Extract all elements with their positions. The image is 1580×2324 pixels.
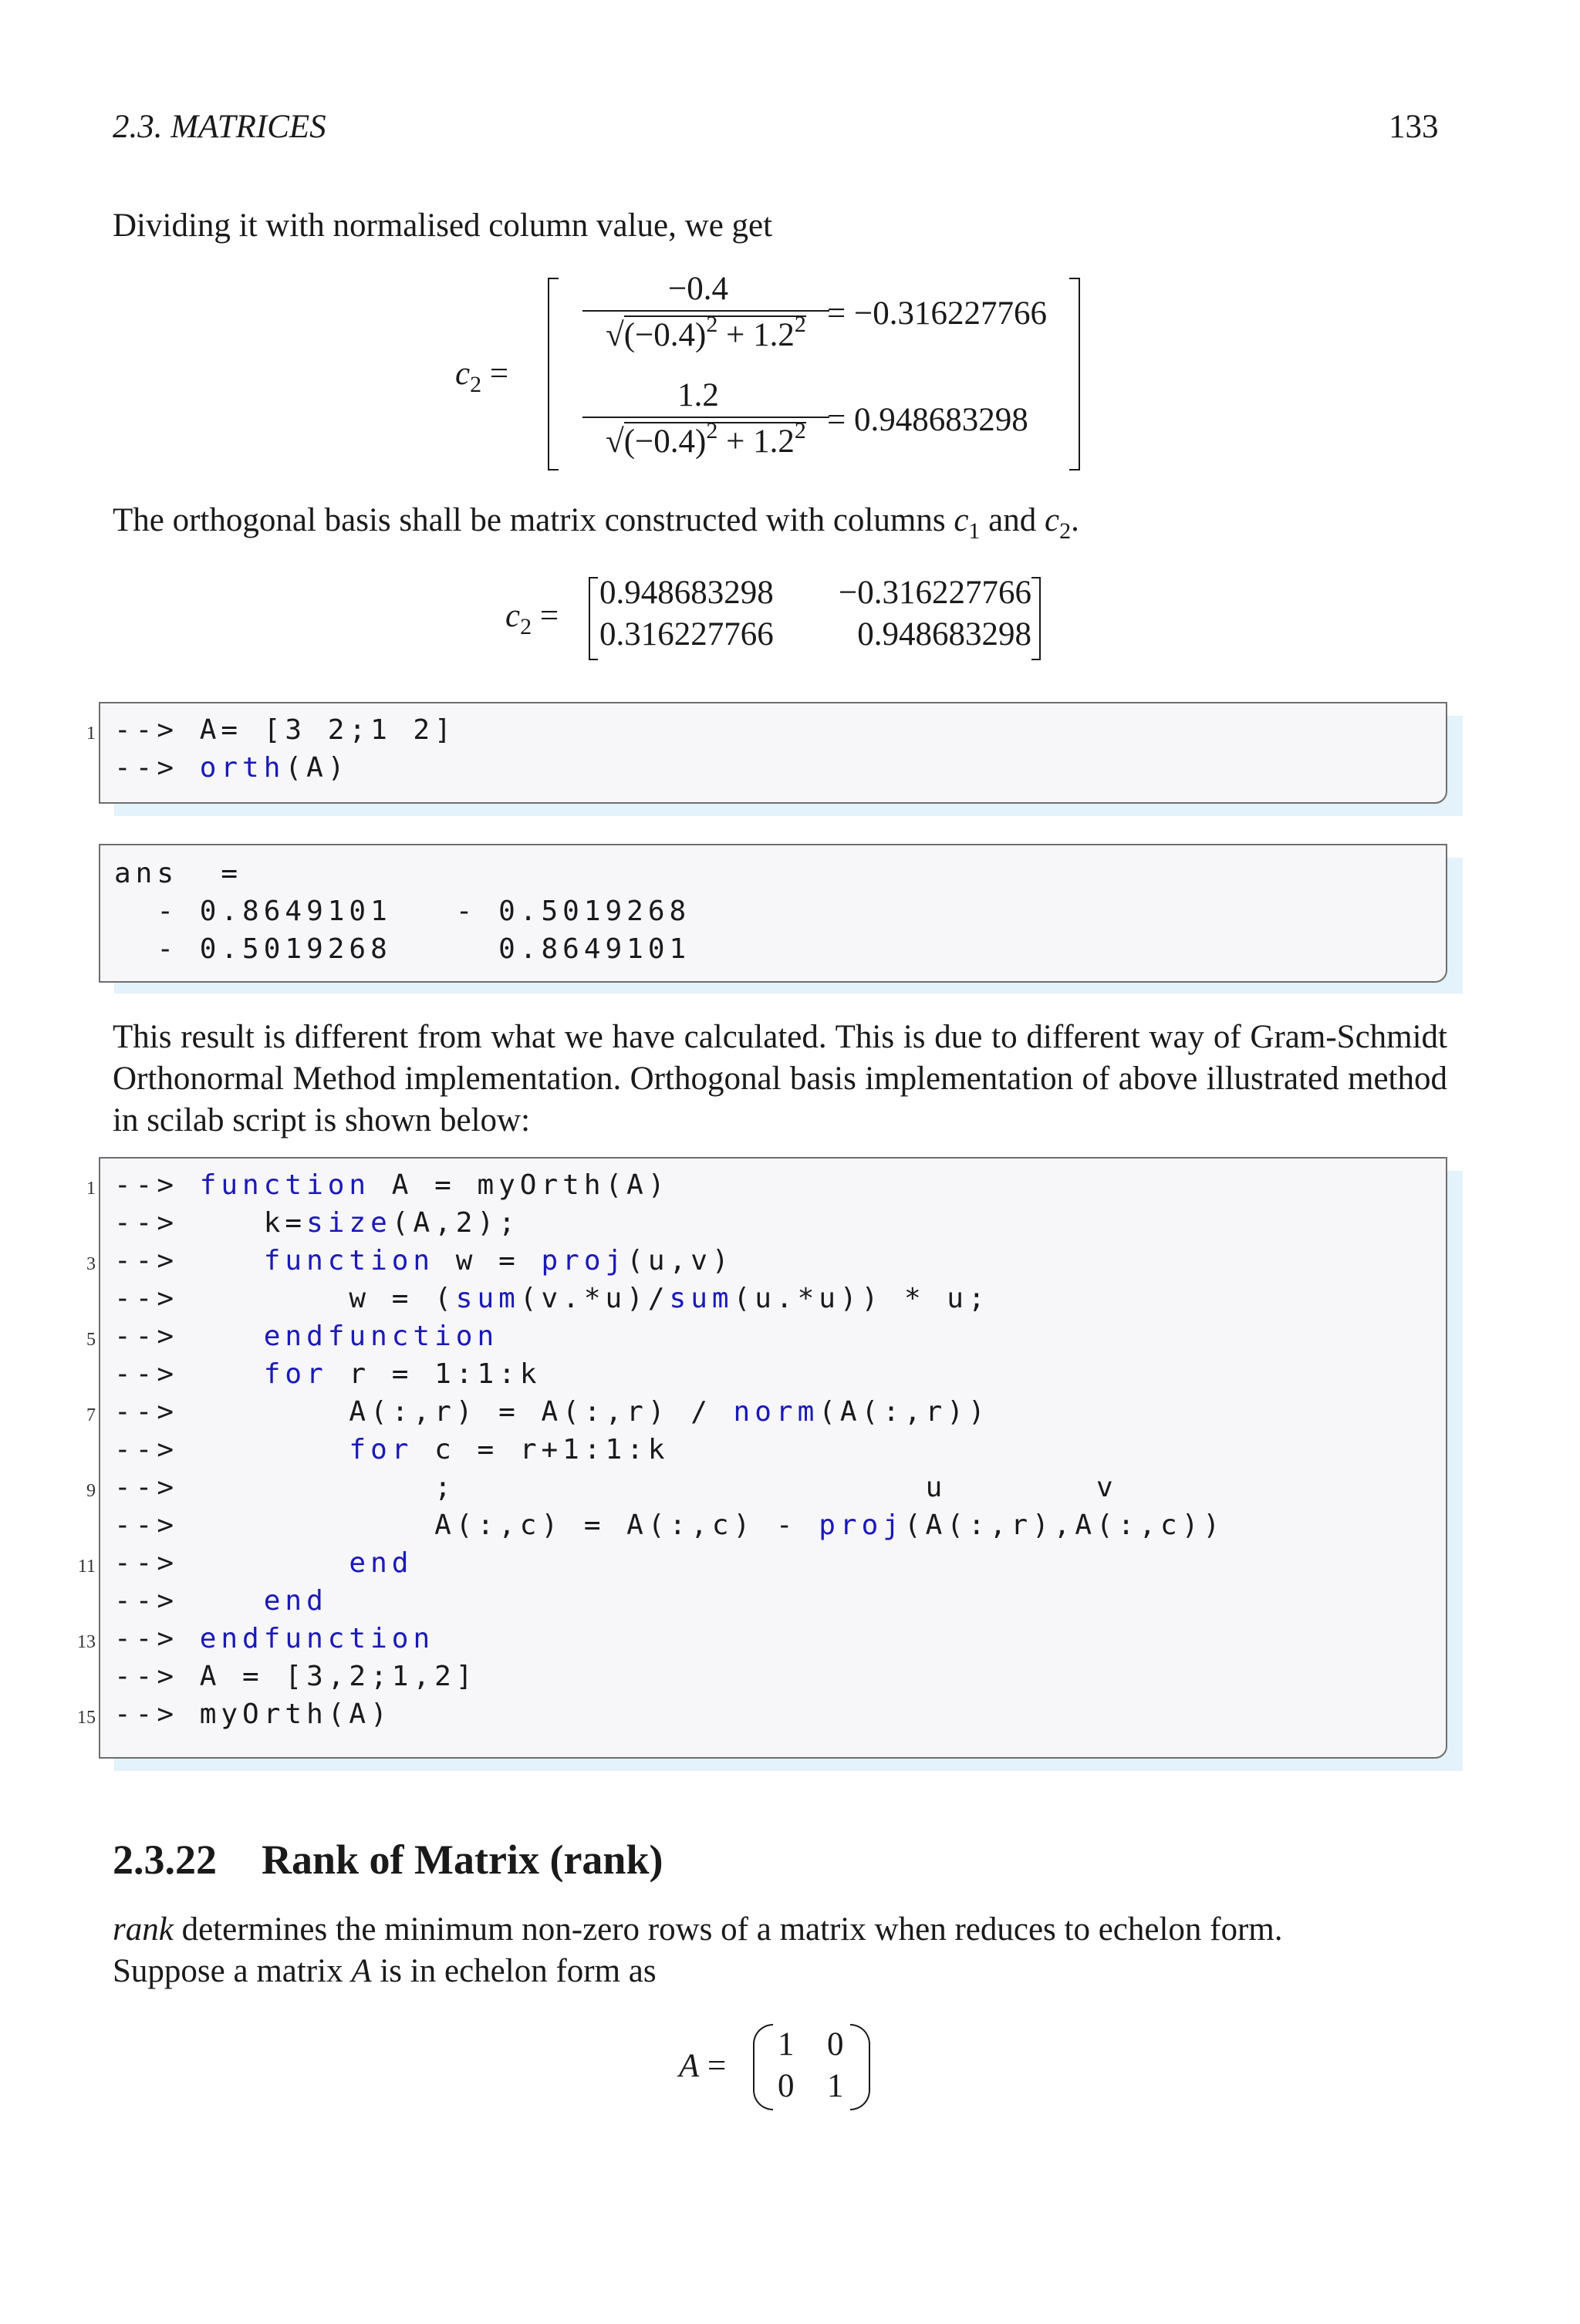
output-line-2: - 0.8649101 - 0.5019268	[114, 896, 691, 927]
eq1-right-bracket	[1069, 278, 1080, 471]
code2-line-2: --> k=size(A,2);	[114, 1207, 520, 1239]
eq1-left-bracket	[548, 278, 559, 471]
explanation-paragraph: This result is different from what we have calculated. This is due to different way of Gram-Schmidt Orthonormal Method implementation. Orthogonal basis implementation of above illustrated method in scilab script is shown below:	[113, 1019, 1447, 1138]
code2-line-13: --> endfunction	[114, 1623, 435, 1654]
code-box-1	[99, 702, 1447, 804]
eq3-m11: 1	[778, 2026, 795, 2063]
code2-line-1: --> function A = myOrth(A)	[114, 1169, 670, 1201]
eq3-lhs: A =	[679, 2048, 727, 2084]
section-heading	[113, 1836, 663, 1884]
eq2-m22: 0.948683298	[857, 616, 1031, 653]
code2-line-14: --> A = [3,2;1,2]	[114, 1661, 478, 1692]
code2-line-15: --> myOrth(A)	[114, 1698, 392, 1730]
eq1-row2-fraction: 1.2 $√(-0.4)^2 + 1.2^2$	[567, 376, 829, 460]
equation-c2-normalised	[455, 270, 1088, 478]
code2-line-10: --> A(:,c) = A(:,c) - proj(A(:,r),A(:,c))	[114, 1509, 1225, 1541]
eq3-m21: 0	[778, 2068, 795, 2104]
eq1-lhs: $c_2$ =	[455, 356, 509, 397]
code2-line-8: --> for c = r+1:1:k	[114, 1434, 670, 1466]
eq3-m12: 0	[827, 2026, 844, 2063]
code2-line-number-11: 11	[77, 1557, 96, 1577]
rank-paragraph: rank determines the minimum non-zero rows of a matrix when reduces to echelon form. Suppose a matrix A is in echelon form as	[113, 1911, 1283, 1989]
output-line-1: ans =	[114, 858, 243, 889]
equation-echelon-matrix	[679, 2021, 879, 2113]
section-number: 2.3.22	[113, 1837, 217, 1883]
eq3-m22: 1	[827, 2068, 844, 2104]
code1-line-2: --> orth(A)	[114, 752, 349, 784]
code2-line-number-9: 9	[86, 1481, 96, 1501]
eq2-right-bracket	[1031, 577, 1041, 660]
code1-line-1: --> A= [3 2;1 2]	[114, 714, 456, 746]
eq2-left-bracket	[589, 577, 598, 660]
page-number: 133	[1389, 109, 1439, 145]
eq2-m11: 0.948683298	[599, 575, 774, 611]
code2-line-number-7: 7	[86, 1405, 96, 1425]
code2-line-number-15: 15	[77, 1708, 96, 1728]
code2-line-number-3: 3	[86, 1254, 96, 1274]
running-header: 2.3. MATRICES	[113, 109, 326, 145]
code2-line-6: --> for r = 1:1:k	[114, 1358, 542, 1390]
code2-line-5: --> endfunction	[114, 1321, 499, 1352]
eq1-row1-result: = −0.316227766	[827, 295, 1048, 332]
code2-line-9: --> ; u v	[114, 1472, 1118, 1503]
eq1-row1-fraction: −0.4 $√(-0.4)^2 + 1.2^2$	[567, 270, 829, 354]
output-box	[99, 844, 1447, 983]
code-box-2	[99, 1157, 1447, 1759]
basis-paragraph: The orthogonal basis shall be matrix constructed with columns $c_1$ and $c_2$.	[113, 502, 1079, 544]
eq2-lhs: $c_2$ =	[505, 598, 559, 639]
code1-line-number: 1	[86, 724, 96, 744]
intro-paragraph: Dividing it with normalised column value, we get	[113, 207, 773, 244]
code2-line-number-5: 5	[86, 1330, 96, 1350]
output-line-3: - 0.5019268 0.8649101	[114, 933, 691, 965]
code2-line-11: --> end	[114, 1547, 414, 1579]
eq2-m21: 0.316227766	[599, 616, 774, 653]
code2-line-4: --> w = (sum(v.*u)/sum(u.*u)) * u;	[114, 1283, 990, 1314]
eq3-left-paren	[753, 2024, 773, 2110]
code2-line-7: --> A(:,r) = A(:,r) / norm(A(:,r))	[114, 1396, 990, 1428]
code2-line-3: --> function w = proj(u,v)	[114, 1245, 734, 1277]
eq1-row2-result: = 0.948683298	[827, 402, 1028, 438]
code2-line-12: --> end	[114, 1585, 328, 1617]
section-title: Rank of Matrix (rank)	[262, 1837, 663, 1883]
code2-line-number-13: 13	[77, 1632, 96, 1652]
equation-orthogonal-basis	[505, 571, 1045, 663]
code2-line-number-1: 1	[86, 1179, 96, 1199]
eq2-m12: −0.316227766	[838, 575, 1031, 611]
eq3-right-paren	[850, 2024, 870, 2110]
